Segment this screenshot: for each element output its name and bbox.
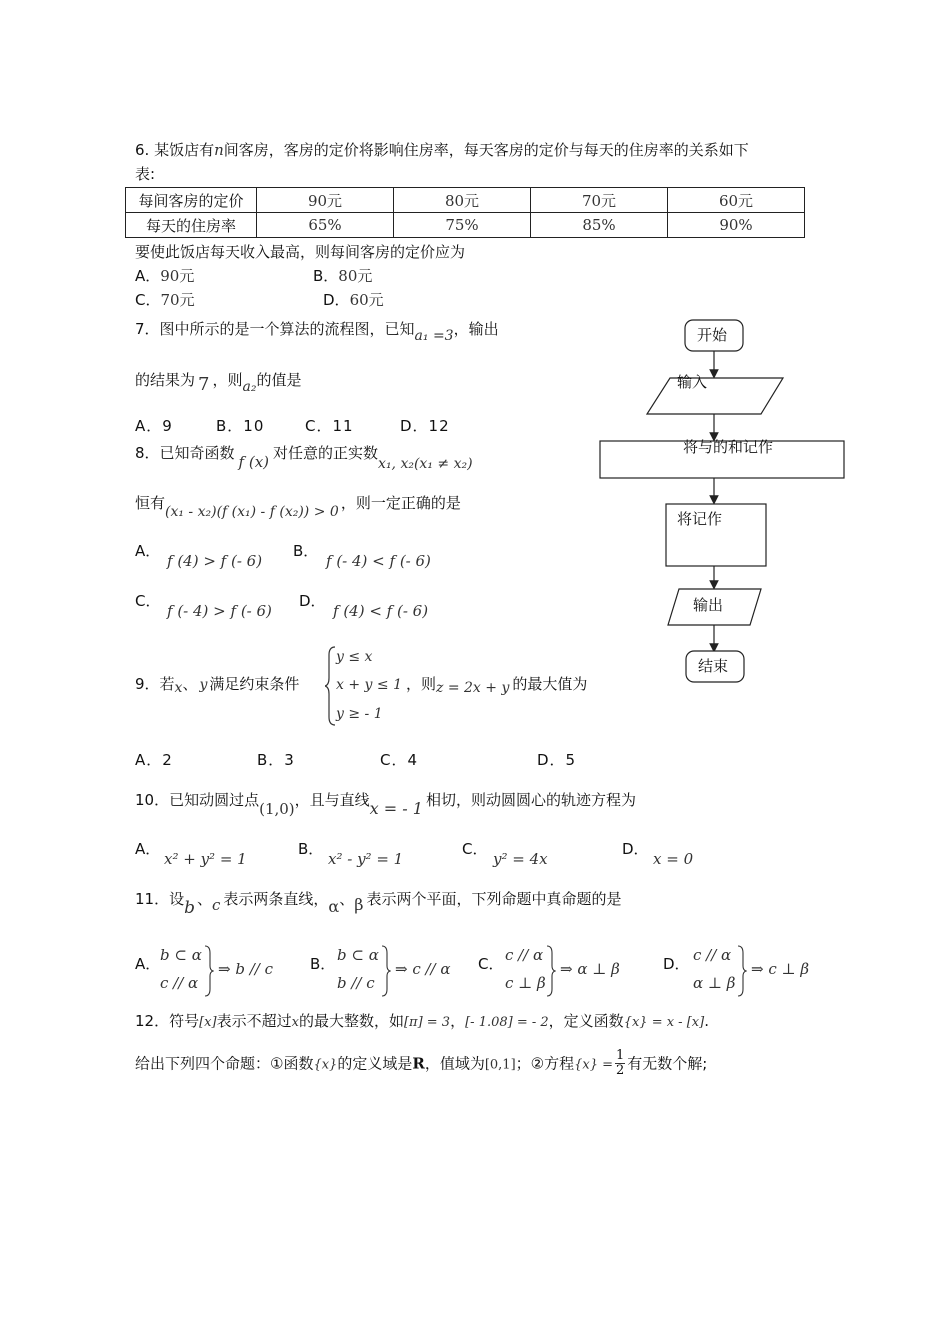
q6-line1a: 6. 某饭店有 [135,141,215,159]
q11-option-a-label: A． [135,955,161,973]
q9-line-tail: ，则z = 2x + y 的最大值为 [406,675,588,696]
q10-option-d: x = 0 [653,850,694,868]
q11-option-a-premise-2: c // α [160,974,199,992]
q11-option-c-result: ⇒ α ⊥ β [560,960,620,978]
q8-option-a-label: A． [135,542,161,560]
q10-option-b: x² - y² = 1 [328,850,404,868]
q8-line2: 恒有(x₁ - x₂)(f (x₁) - f (x₂)) > 0 ，则一定正确的是 [135,494,461,520]
q12-line2: 给出下列四个命题：①函数{x}的定义域是R，值域为[0,1]；②方程{x} = $\frac{1}{2}$ 有无数个解; [135,1048,708,1079]
q11-option-d-brace [737,944,747,998]
q6-line2: 表: [135,165,156,183]
q7-option-b: B．10 [216,417,265,435]
table-cell: 65% [257,213,394,238]
q8-option-d: f (4) < f (- 6) [333,602,429,620]
q8-option-d-label: D． [299,592,326,610]
q7-result: 7 [198,374,210,395]
q8-option-a: f (4) > f (- 6) [167,552,263,570]
table-row-header: 每间客房的定价 [126,188,257,213]
q8-option-b-label: B． [293,542,319,560]
q9-line: 9．若x、 y 满足约束条件 [135,675,300,696]
flow-input-parallelogram [647,378,783,414]
q7-line2: 的结果为 7 ，则a₂的值是 [135,371,302,395]
q11-option-a-brace [204,944,214,998]
q6-line1b: 间客房，客房的定价将影响住房率，每天客房的定价与每天的住房率的关系如下 [223,141,749,159]
q6-option-d: D．60元 [323,291,384,309]
q8-option-c: f (- 4) > f (- 6) [167,602,272,620]
q10-line: 10．已知动圆过点(1,0)，且与直线x = - 1 相切，则动圆圆心的轨迹方程为 [135,791,636,818]
q11-option-a-result: ⇒ b // c [218,960,273,978]
q11-option-d-result: ⇒ c ⊥ β [751,960,810,978]
q11-option-a-premise-1: b ⊂ α [160,946,202,964]
flow-start-label: 开始 [697,326,728,344]
table-cell: 60元 [668,188,805,213]
flow-process2-label: 将记作 [677,510,723,528]
q11-option-b-label: B． [310,955,336,973]
q11-option-c-premise-1: c // α [505,946,544,964]
flow-end-label: 结束 [698,657,729,675]
table-row-header: 每天的住房率 [126,213,257,238]
q10-option-c: y² = 4x [493,850,548,868]
q6-question: 要使此饭店每天收入最高，则每间客房的定价应为 [135,243,466,261]
q9-option-c: C．4 [380,751,419,769]
q11-option-b-premise-2: b // c [337,974,375,992]
q6-option-a: A．90元 [135,267,195,285]
q12-line1: 12．符号[x]表示不超过x的最大整数，如[π] = 3，[- 1.08] = - 2，定义函数{x} = x - [x]. [135,1012,709,1030]
q6-n: n [214,141,224,159]
table-cell: 90% [668,213,805,238]
q7-line1: 7．图中所示的是一个算法的流程图，已知a₁ =3，输出 [135,320,499,344]
q7-option-a: A．9 [135,417,173,435]
flow-input-label: 输入 [677,373,708,391]
q8-option-c-label: C． [135,592,161,610]
q7-option-c: C．11 [305,417,354,435]
q10-option-b-label: B． [298,840,324,858]
q9-constraint-3: y ≥ - 1 [336,706,383,722]
q12-fraction: $\frac{1}{2}$ [616,1048,625,1079]
q10-option-a: x² + y² = 1 [164,850,247,868]
q11-option-d-premise-1: c // α [693,946,732,964]
q11-option-d-premise-2: α ⊥ β [693,974,736,992]
q7-option-d: D．12 [400,417,450,435]
q8-option-b: f (- 4) < f (- 6) [326,552,431,570]
table-cell: 75% [394,213,531,238]
table-cell: 90元 [257,188,394,213]
q6-option-b: B．80元 [313,267,373,285]
q11-option-c-premise-2: c ⊥ β [505,974,546,992]
q8-line1: 8．已知奇函数 f (x) 对任意的正实数x₁, x₂(x₁ ≠ x₂) [135,444,473,472]
q11-option-b-result: ⇒ c // α [395,960,451,978]
q9-constraint-2: x + y ≤ 1 [336,677,402,693]
q11-option-c-brace [546,944,556,998]
q7-given: a₁ =3 [414,328,454,344]
flow-process1-label: 将与的和记作 [683,438,774,456]
q11-option-d-label: D． [663,955,690,973]
table-cell: 85% [531,213,668,238]
q10-option-a-label: A． [135,840,161,858]
q9-option-b: B．3 [257,751,295,769]
q10-option-d-label: D． [622,840,649,858]
table-cell: 80元 [394,188,531,213]
q11-option-c-label: C． [478,955,504,973]
flow-output-label: 输出 [693,596,724,614]
q10-option-c-label: C． [462,840,488,858]
table-cell: 70元 [531,188,668,213]
q11-line: 11．设b 、c 表示两条直线，α、β 表示两个平面，下列命题中真命题的是 [135,890,622,918]
q9-constraint-1: y ≤ x [336,649,373,665]
q7-a2: a₂ [242,379,257,395]
q11-option-b-premise-1: b ⊂ α [337,946,379,964]
q9-option-d: D．5 [537,751,577,769]
q11-option-b-brace [381,944,391,998]
q9-option-a: A．2 [135,751,173,769]
q6-option-c: C．70元 [135,291,195,309]
